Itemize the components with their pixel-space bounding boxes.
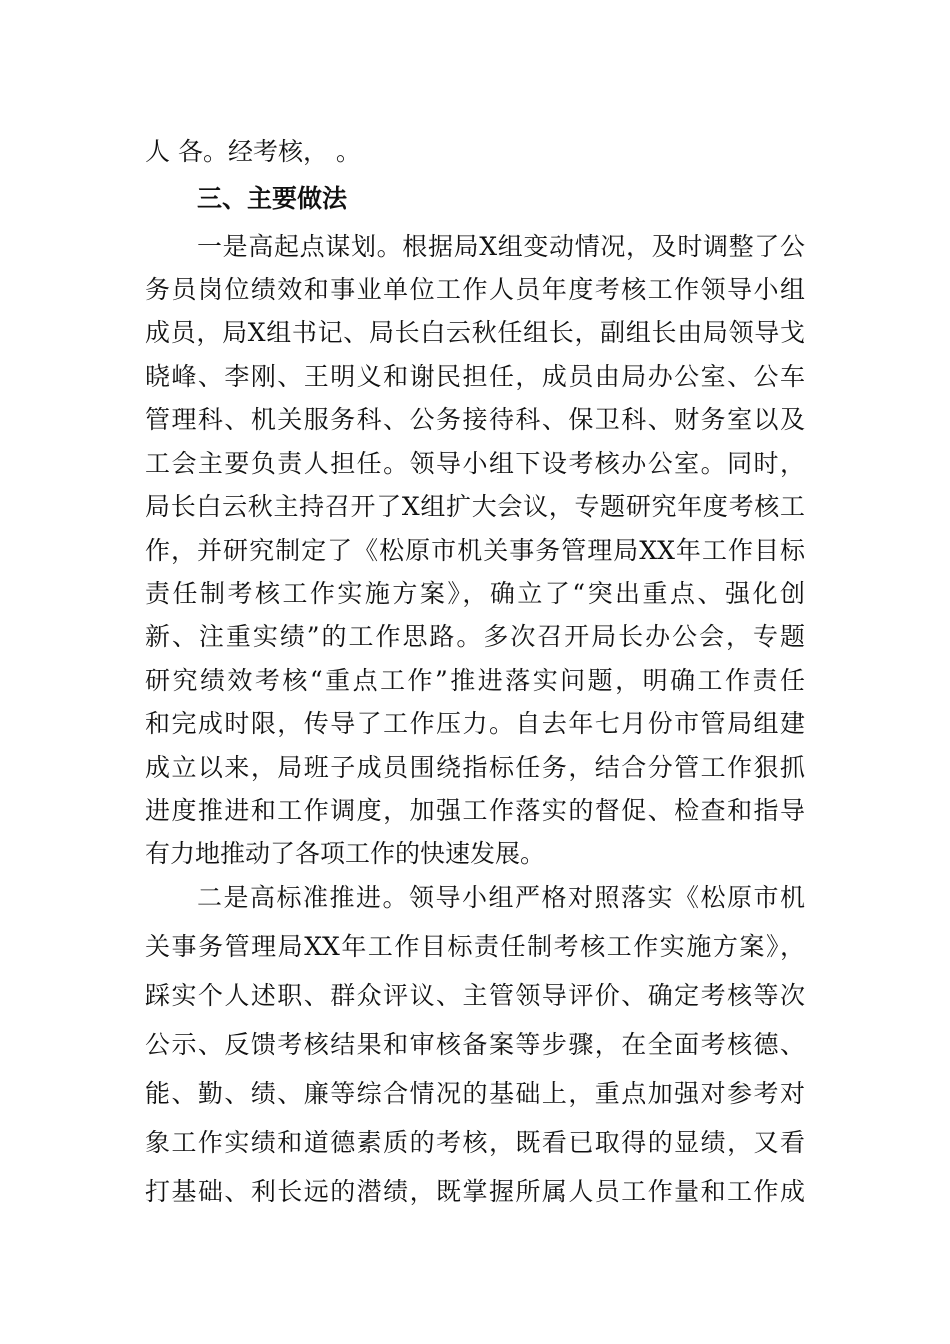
section-heading: 三、主要做法: [197, 184, 348, 213]
paragraph-1-line: 和完成时限，传导了工作压力。自去年七月份市管局组建: [145, 709, 805, 738]
paragraph-1-line: 研究绩效考核“重点工作”推进落实问题，明确工作责任: [145, 666, 805, 695]
paragraph-1-line: 进度推进和工作调度，加强工作落实的督促、检查和指导: [145, 796, 805, 825]
paragraph-1-line: 责任制考核工作实施方案》，确立了“突出重点、强化创: [145, 579, 805, 608]
paragraph-1-line: 务员岗位绩效和事业单位工作人员年度考核工作领导小组: [145, 275, 805, 304]
paragraph-2-line: 公示、反馈考核结果和审核备案等步骤，在全面考核德、: [145, 1030, 805, 1059]
paragraph-2-line: 象工作实绩和道德素质的考核，既看已取得的显绩，又看: [145, 1128, 805, 1157]
paragraph-2-line: 二是高标准推进。领导小组严格对照落实《松原市机: [197, 883, 805, 912]
paragraph-1-line: 局长白云秋主持召开了X组扩大会议，专题研究年度考核工: [145, 492, 805, 521]
paragraph-1-line: 管理科、机关服务科、公务接待科、保卫科、财务室以及: [145, 405, 805, 434]
paragraph-2-line: 踩实个人述职、群众评议、主管领导评价、确定考核等次: [145, 981, 805, 1010]
paragraph-1-line: 作，并研究制定了《松原市机关事务管理局XX年工作目标: [145, 536, 805, 565]
paragraph-1-line: 新、注重实绩”的工作思路。多次召开局长办公会，专题: [145, 622, 805, 651]
paragraph-1-line: 成员，局X组书记、局长白云秋任组长，副组长由局领导戈: [145, 318, 805, 347]
paragraph-1-line: 一是高起点谋划。根据局X组变动情况，及时调整了公: [197, 232, 805, 261]
paragraph-2-line: 打基础、利长远的潜绩，既掌握所属人员工作量和工作成: [145, 1177, 805, 1206]
paragraph-1-line: 有力地推动了各项工作的快速发展。: [145, 839, 546, 868]
paragraph-2-line: 能、勤、绩、廉等综合情况的基础上，重点加强对参考对: [145, 1079, 805, 1108]
paragraph-1-line: 工会主要负责人担任。领导小组下设考核办公室。同时，: [145, 449, 805, 478]
paragraph-1-line: 成立以来，局班子成员围绕指标任务，结合分管工作狠抓: [145, 753, 805, 782]
paragraph-1-line: 晓峰、李刚、王明义和谢民担任，成员由局办公室、公车: [145, 362, 805, 391]
text-line: 人 各。经考核， 。: [145, 137, 361, 166]
paragraph-2-line: 关事务管理局XX年工作目标责任制考核工作实施方案》，: [145, 932, 805, 961]
